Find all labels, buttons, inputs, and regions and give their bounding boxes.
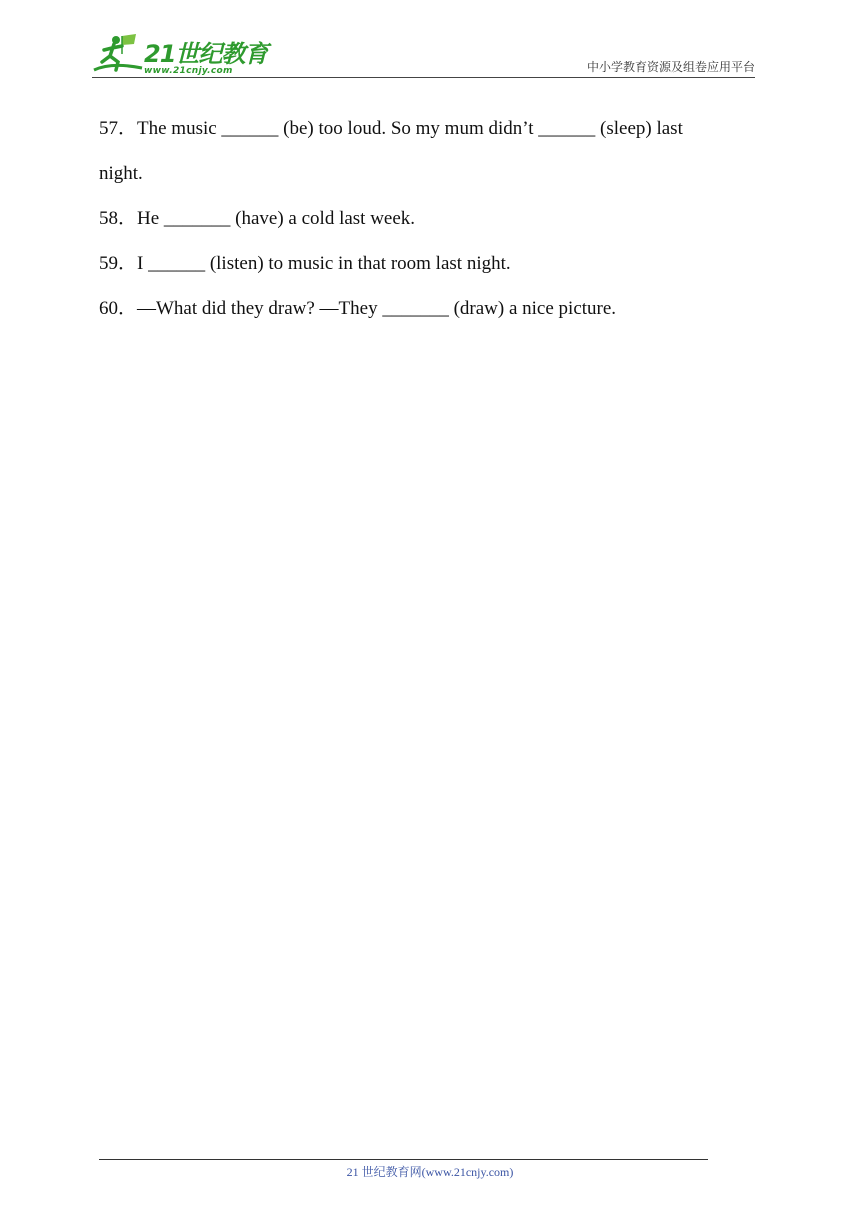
page-header [92,28,755,78]
header-divider [92,77,755,78]
footer-link[interactable]: 21 世纪教育网(www.21cnjy.com) [346,1165,514,1179]
question-59: 59．I ______ (listen) to music in that room last night. [99,253,511,274]
site-logo [92,32,268,78]
question-60: 60．—What did they draw? —They _______ (draw) a nice picture. [99,298,617,319]
question-58: 58．He _______ (have) a cold last week. [99,208,416,229]
question-57: 57．The music ______ (be) too loud. So my mum didn’t ______ (sleep) last night. [99,118,683,184]
runner-logo-icon [92,32,144,78]
logo-url-text: www.21cnjy.com [144,66,233,76]
footer-divider [99,1159,708,1160]
logo-brand-text: 21世纪教育 [144,40,268,68]
platform-name: 中小学教育资源及组卷应用平台 [586,60,755,74]
question-list [99,106,729,331]
